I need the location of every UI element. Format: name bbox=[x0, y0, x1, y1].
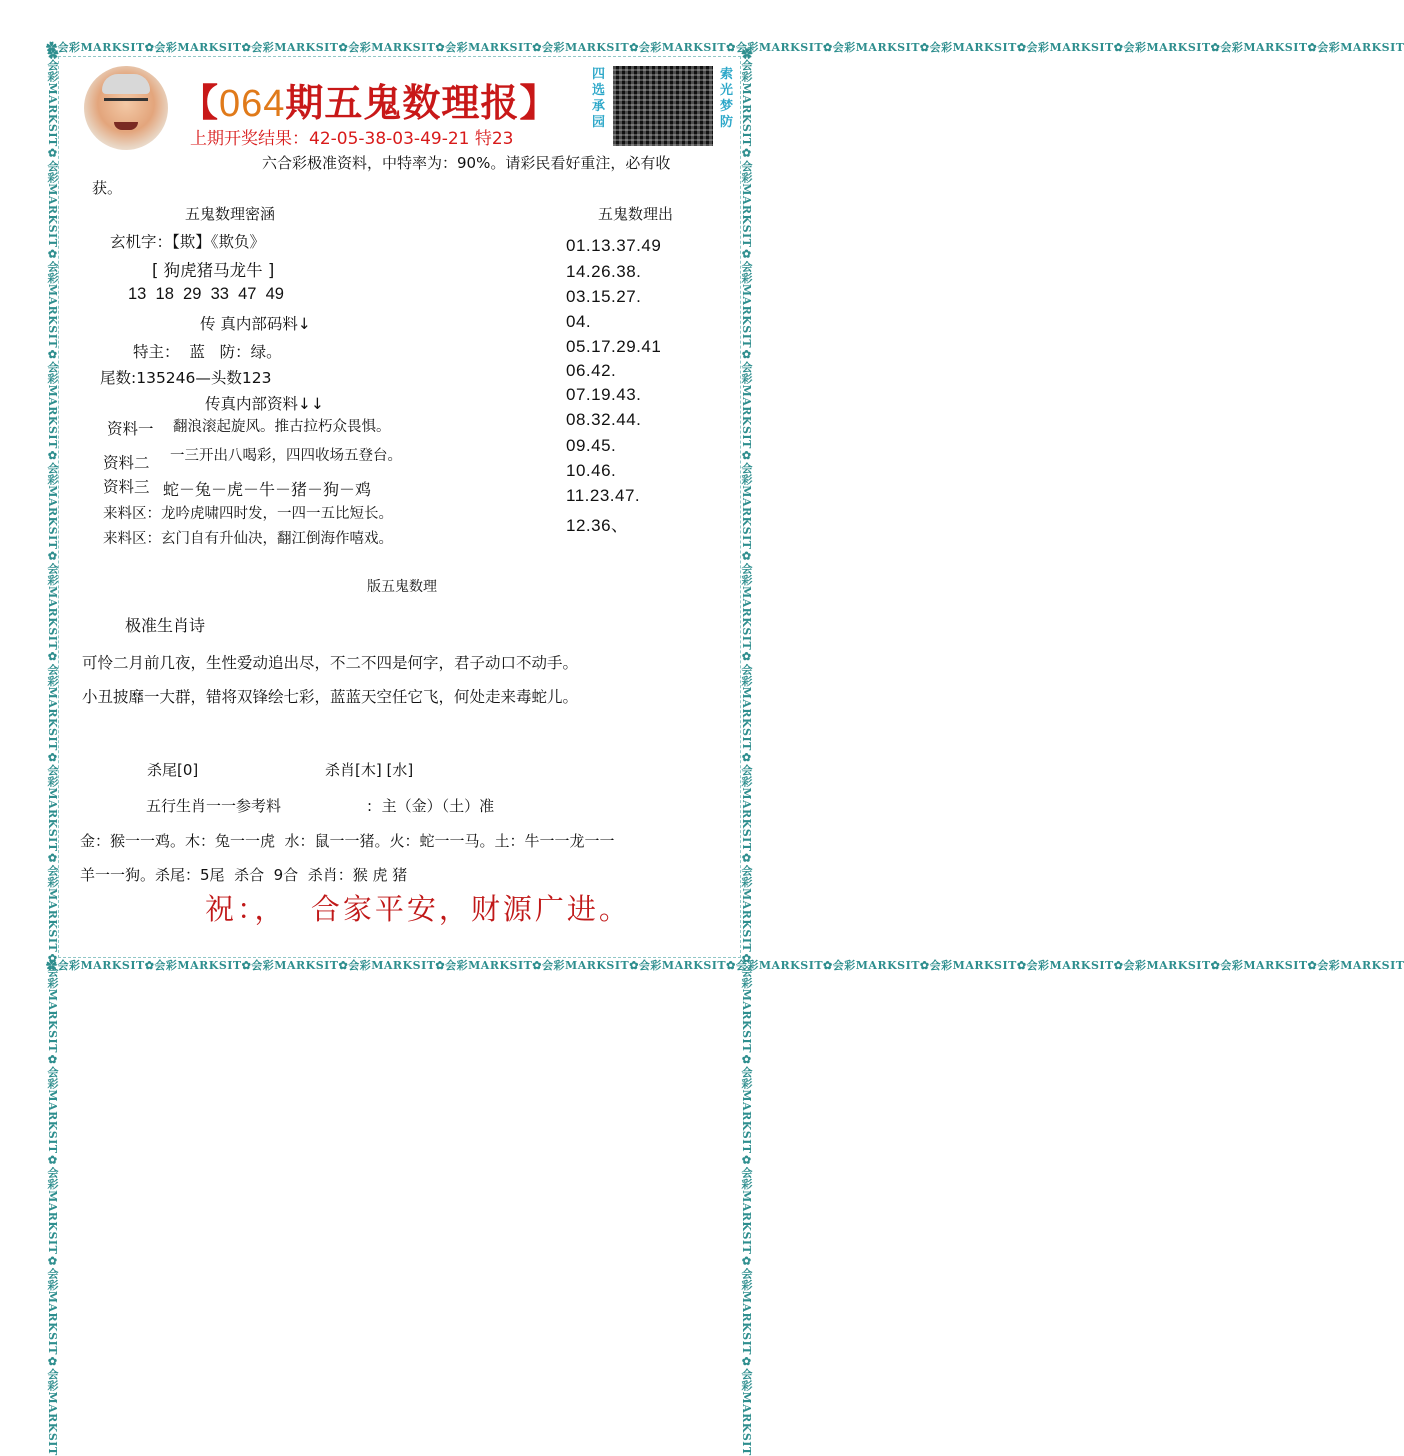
border-watermark-top: ✿会彩MARKSIT✿会彩MARKSIT✿会彩MARKSIT✿会彩MARKSIT✿会彩MARKSIT✿会彩MARKSIT✿会彩MARKSIT✿会彩MARKSIT✿会彩MARKSIT✿会彩MARKSIT✿会彩MARKSIT✿会彩MARKSIT✿会彩MARKSIT✿会彩MARKSIT bbox=[46, 41, 1404, 54]
number-row: 12.36、 bbox=[566, 516, 629, 535]
zodiac-list: [ 狗虎猪马龙牛 ] bbox=[152, 261, 275, 280]
number-row: 06.42. bbox=[566, 361, 617, 380]
info-3-text: 蛇－兔－虎－牛－猪－狗－鸡 bbox=[163, 480, 372, 499]
number-row: 01.13.37.49 bbox=[566, 236, 662, 255]
five-elements-label: 五行生肖一一参考料 bbox=[146, 797, 282, 815]
left-column-heading: 五鬼数理密涵 bbox=[185, 205, 276, 223]
number-row: 04. bbox=[566, 312, 592, 331]
lai-line-2: 来料区：玄门自有升仙决，翻江倒海作嘻戏。 bbox=[103, 531, 393, 547]
number-row: 03.15.27. bbox=[566, 287, 642, 306]
poem-title: 极准生肖诗 bbox=[125, 616, 206, 635]
info-2-text: 一三开出八喝彩，四四收场五登台。 bbox=[170, 448, 402, 464]
number-row: 05.17.29.41 bbox=[566, 337, 662, 356]
main-element: : 主（金）（土）准 bbox=[367, 797, 495, 815]
border-watermark-right: ✿会彩MARKSIT✿会彩MARKSIT✿会彩MARKSIT✿会彩MARKSIT✿会彩MARKSIT✿会彩MARKSIT✿会彩MARKSIT✿会彩MARKSIT✿会彩MARKSIT✿会彩MARKSIT✿会彩MARKSIT✿会彩MARKSIT✿会彩MARKSIT✿会彩MARKSIT bbox=[740, 48, 753, 1456]
right-column-heading: 五鬼数理出 bbox=[598, 205, 674, 223]
border-watermark-left: ✿会彩MARKSIT✿会彩MARKSIT✿会彩MARKSIT✿会彩MARKSIT✿会彩MARKSIT✿会彩MARKSIT✿会彩MARKSIT✿会彩MARKSIT✿会彩MARKSIT✿会彩MARKSIT✿会彩MARKSIT✿会彩MARKSIT✿会彩MARKSIT✿会彩MARKSIT bbox=[46, 48, 59, 1456]
blessing-text: 祝：， 合家平安，财源广进。 bbox=[205, 892, 631, 926]
info-1-text: 翻浪滚起旋风。推古拉朽众畏惧。 bbox=[173, 419, 391, 435]
issue-number: 064 bbox=[219, 83, 286, 125]
elements-line-2: 羊一一狗。杀尾：5尾 杀合 9合 杀肖：猴 虎 猪 bbox=[80, 866, 408, 884]
tail-head-numbers: 尾数:135246—头数123 bbox=[100, 369, 272, 387]
number-row: 14.26.38. bbox=[566, 262, 642, 281]
elements-line-1: 金：猴一一鸡。木：兔一一虎 水：鼠一一猪。火：蛇一一马。土：牛一一龙一一 bbox=[80, 832, 615, 850]
last-draw-result: 上期开奖结果：42-05-38-03-49-21 特23 bbox=[190, 129, 514, 149]
number-row: 09.45. bbox=[566, 436, 617, 455]
number-row: 10.46. bbox=[566, 461, 617, 480]
number-row: 11.23.47. bbox=[566, 486, 641, 505]
kill-tail: 杀尾[0] bbox=[147, 761, 199, 779]
lai-line-1: 来料区：龙吟虎啸四时发，一四一五比短长。 bbox=[103, 506, 393, 522]
fax-header-1: 传 真内部码料↓ bbox=[200, 315, 311, 333]
xuanji-line: 玄机字：【欺】《欺负》 bbox=[110, 233, 266, 251]
side-label-right: 索 光 梦 防 bbox=[720, 67, 734, 130]
number-row: 07.19.43. bbox=[566, 385, 642, 404]
border-watermark-bottom: ✿会彩MARKSIT✿会彩MARKSIT✿会彩MARKSIT✿会彩MARKSIT✿会彩MARKSIT✿会彩MARKSIT✿会彩MARKSIT✿会彩MARKSIT✿会彩MARKSIT✿会彩MARKSIT✿会彩MARKSIT✿会彩MARKSIT✿会彩MARKSIT✿会彩MARKSIT bbox=[46, 959, 1404, 972]
poem-line-1: 可怜二月前几夜，生性爱动追出尽，不二不四是何字，君子动口不动手。 bbox=[82, 654, 579, 672]
avatar-portrait bbox=[84, 66, 168, 150]
number-row: 08.32.44. bbox=[566, 410, 642, 429]
info-1-label: 资料一 bbox=[107, 420, 154, 438]
fax-header-2: 传真内部资料↓↓ bbox=[205, 395, 324, 413]
qr-code-image bbox=[613, 66, 713, 146]
kill-zodiac: 杀肖[木] [水] bbox=[325, 761, 414, 779]
intro-line-2: 获。 bbox=[92, 179, 123, 197]
info-2-label: 资料二 bbox=[103, 454, 150, 472]
intro-line-1: 六合彩极准资料，中特率为：90%。请彩民看好重注，必有收 bbox=[262, 154, 671, 172]
section-subtitle: 版五鬼数理 bbox=[367, 579, 437, 595]
page-title: 【064期五鬼数理报】 bbox=[180, 80, 559, 125]
side-label-left: 四 选 承 园 bbox=[592, 67, 606, 130]
number-list: 13 18 29 33 47 49 bbox=[128, 285, 284, 303]
special-color: 特主： 蓝 防：绿。 bbox=[133, 343, 282, 361]
poem-line-2: 小丑披靡一大群，错将双锋绘七彩，蓝蓝天空任它飞，何处走来毒蛇儿。 bbox=[82, 688, 579, 706]
info-3-label: 资料三 bbox=[103, 478, 150, 496]
